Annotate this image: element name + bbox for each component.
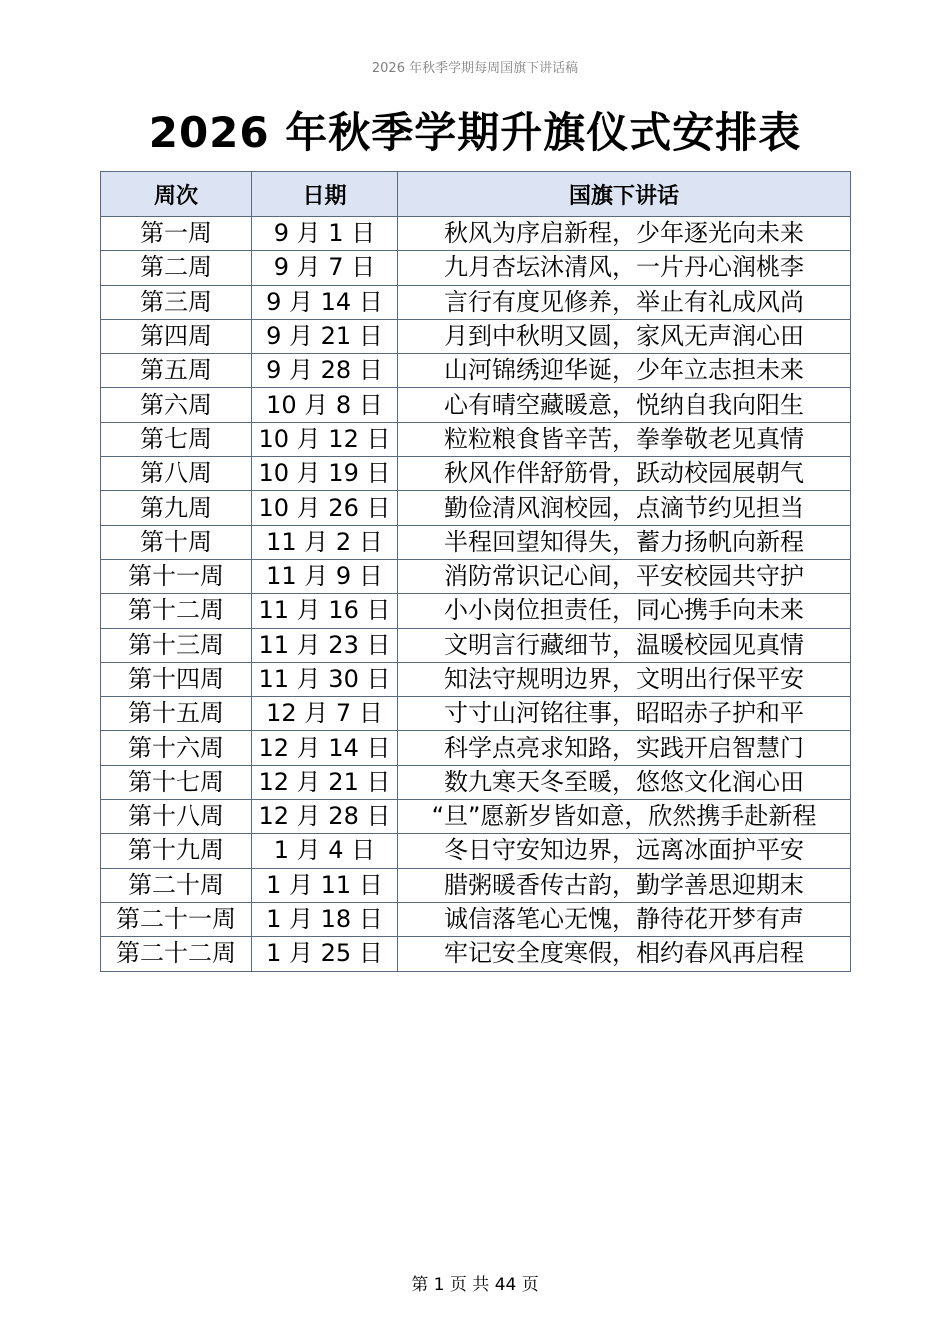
cell-date: 1 月 18 日 [252, 902, 398, 936]
cell-speech: 心有晴空藏暖意，悦纳自我向阳生 [398, 388, 851, 422]
cell-date: 12 月 14 日 [252, 731, 398, 765]
column-header-week: 周次 [101, 172, 252, 217]
table-row [101, 422, 851, 456]
cell-week: 第一周 [101, 217, 252, 251]
cell-speech: 腊粥暖香传古韵，勤学善思迎期末 [398, 868, 851, 902]
cell-speech: 知法守规明边界，文明出行保平安 [398, 662, 851, 696]
cell-week: 第十三周 [101, 628, 252, 662]
cell-date: 9 月 7 日 [252, 251, 398, 285]
table-row [101, 628, 851, 662]
table-row [101, 902, 851, 936]
cell-week: 第十二周 [101, 594, 252, 628]
table-row [101, 525, 851, 559]
cell-speech: 秋风作伴舒筋骨，跃动校园展朝气 [398, 457, 851, 491]
cell-speech: 冬日守安知边界，远离冰面护平安 [398, 834, 851, 868]
cell-week: 第十六周 [101, 731, 252, 765]
cell-speech: 九月杏坛沐清风，一片丹心润桃李 [398, 251, 851, 285]
cell-speech: 牢记安全度寒假，相约春风再启程 [398, 937, 851, 971]
cell-date: 11 月 2 日 [252, 525, 398, 559]
table-row [101, 354, 851, 388]
cell-week: 第二周 [101, 251, 252, 285]
table-row [101, 457, 851, 491]
table-row [101, 491, 851, 525]
cell-week: 第五周 [101, 354, 252, 388]
cell-speech: 诚信落笔心无愧，静待花开梦有声 [398, 902, 851, 936]
cell-week: 第十九周 [101, 834, 252, 868]
cell-date: 11 月 9 日 [252, 559, 398, 593]
cell-speech: 半程回望知得失，蓄力扬帆向新程 [398, 525, 851, 559]
cell-date: 11 月 16 日 [252, 594, 398, 628]
cell-week: 第三周 [101, 285, 252, 319]
table-row [101, 251, 851, 285]
table-row [101, 731, 851, 765]
cell-week: 第四周 [101, 319, 252, 353]
table-row [101, 800, 851, 834]
table-row [101, 217, 851, 251]
table-row [101, 388, 851, 422]
cell-week: 第九周 [101, 491, 252, 525]
cell-speech: 数九寒天冬至暖，悠悠文化润心田 [398, 765, 851, 799]
cell-speech: 粒粒粮食皆辛苦，拳拳敬老见真情 [398, 422, 851, 456]
cell-week: 第二十二周 [101, 937, 252, 971]
cell-date: 9 月 1 日 [252, 217, 398, 251]
table-row [101, 697, 851, 731]
cell-week: 第十五周 [101, 697, 252, 731]
cell-date: 10 月 19 日 [252, 457, 398, 491]
table-row [101, 662, 851, 696]
cell-date: 10 月 8 日 [252, 388, 398, 422]
document-title: 2026 年秋季学期升旗仪式安排表 [148, 108, 802, 157]
cell-week: 第二十周 [101, 868, 252, 902]
table-row [101, 834, 851, 868]
cell-speech: 勤俭清风润校园，点滴节约见担当 [398, 491, 851, 525]
table-row [101, 319, 851, 353]
cell-week: 第六周 [101, 388, 252, 422]
cell-speech: 消防常识记心间，平安校园共守护 [398, 559, 851, 593]
cell-speech: 言行有度见修养，举止有礼成风尚 [398, 285, 851, 319]
cell-week: 第十周 [101, 525, 252, 559]
page-header: 2026 年秋季学期每周国旗下讲话稿 [371, 61, 579, 76]
table-body [101, 217, 851, 972]
flag-ceremony-schedule-table [100, 171, 851, 972]
column-header-date: 日期 [252, 172, 398, 217]
table-row [101, 559, 851, 593]
table-row [101, 285, 851, 319]
cell-date: 11 月 23 日 [252, 628, 398, 662]
cell-speech: 文明言行藏细节，温暖校园见真情 [398, 628, 851, 662]
cell-week: 第十一周 [101, 559, 252, 593]
cell-speech: 科学点亮求知路，实践开启智慧门 [398, 731, 851, 765]
column-header-speech: 国旗下讲话 [398, 172, 851, 217]
cell-date: 10 月 26 日 [252, 491, 398, 525]
cell-date: 9 月 21 日 [252, 319, 398, 353]
cell-week: 第二十一周 [101, 902, 252, 936]
cell-date: 1 月 4 日 [252, 834, 398, 868]
table-row [101, 594, 851, 628]
cell-date: 10 月 12 日 [252, 422, 398, 456]
table-row [101, 765, 851, 799]
cell-speech: “旦”愿新岁皆如意，欣然携手赴新程 [398, 800, 851, 834]
cell-speech: 小小岗位担责任，同心携手向未来 [398, 594, 851, 628]
cell-date: 1 月 25 日 [252, 937, 398, 971]
cell-date: 11 月 30 日 [252, 662, 398, 696]
cell-speech: 寸寸山河铭往事，昭昭赤子护和平 [398, 697, 851, 731]
cell-week: 第七周 [101, 422, 252, 456]
table-row [101, 937, 851, 971]
cell-date: 9 月 28 日 [252, 354, 398, 388]
cell-week: 第十八周 [101, 800, 252, 834]
cell-speech: 月到中秋明又圆，家风无声润心田 [398, 319, 851, 353]
table-row [101, 868, 851, 902]
cell-date: 12 月 21 日 [252, 765, 398, 799]
table-header-row [101, 172, 851, 217]
cell-date: 9 月 14 日 [252, 285, 398, 319]
cell-date: 1 月 11 日 [252, 868, 398, 902]
cell-week: 第十四周 [101, 662, 252, 696]
cell-week: 第八周 [101, 457, 252, 491]
cell-date: 12 月 7 日 [252, 697, 398, 731]
cell-speech: 秋风为序启新程，少年逐光向未来 [398, 217, 851, 251]
cell-week: 第十七周 [101, 765, 252, 799]
cell-speech: 山河锦绣迎华诞，少年立志担未来 [398, 354, 851, 388]
cell-date: 12 月 28 日 [252, 800, 398, 834]
page-footer: 第 1 页 共 44 页 [411, 1275, 539, 1295]
